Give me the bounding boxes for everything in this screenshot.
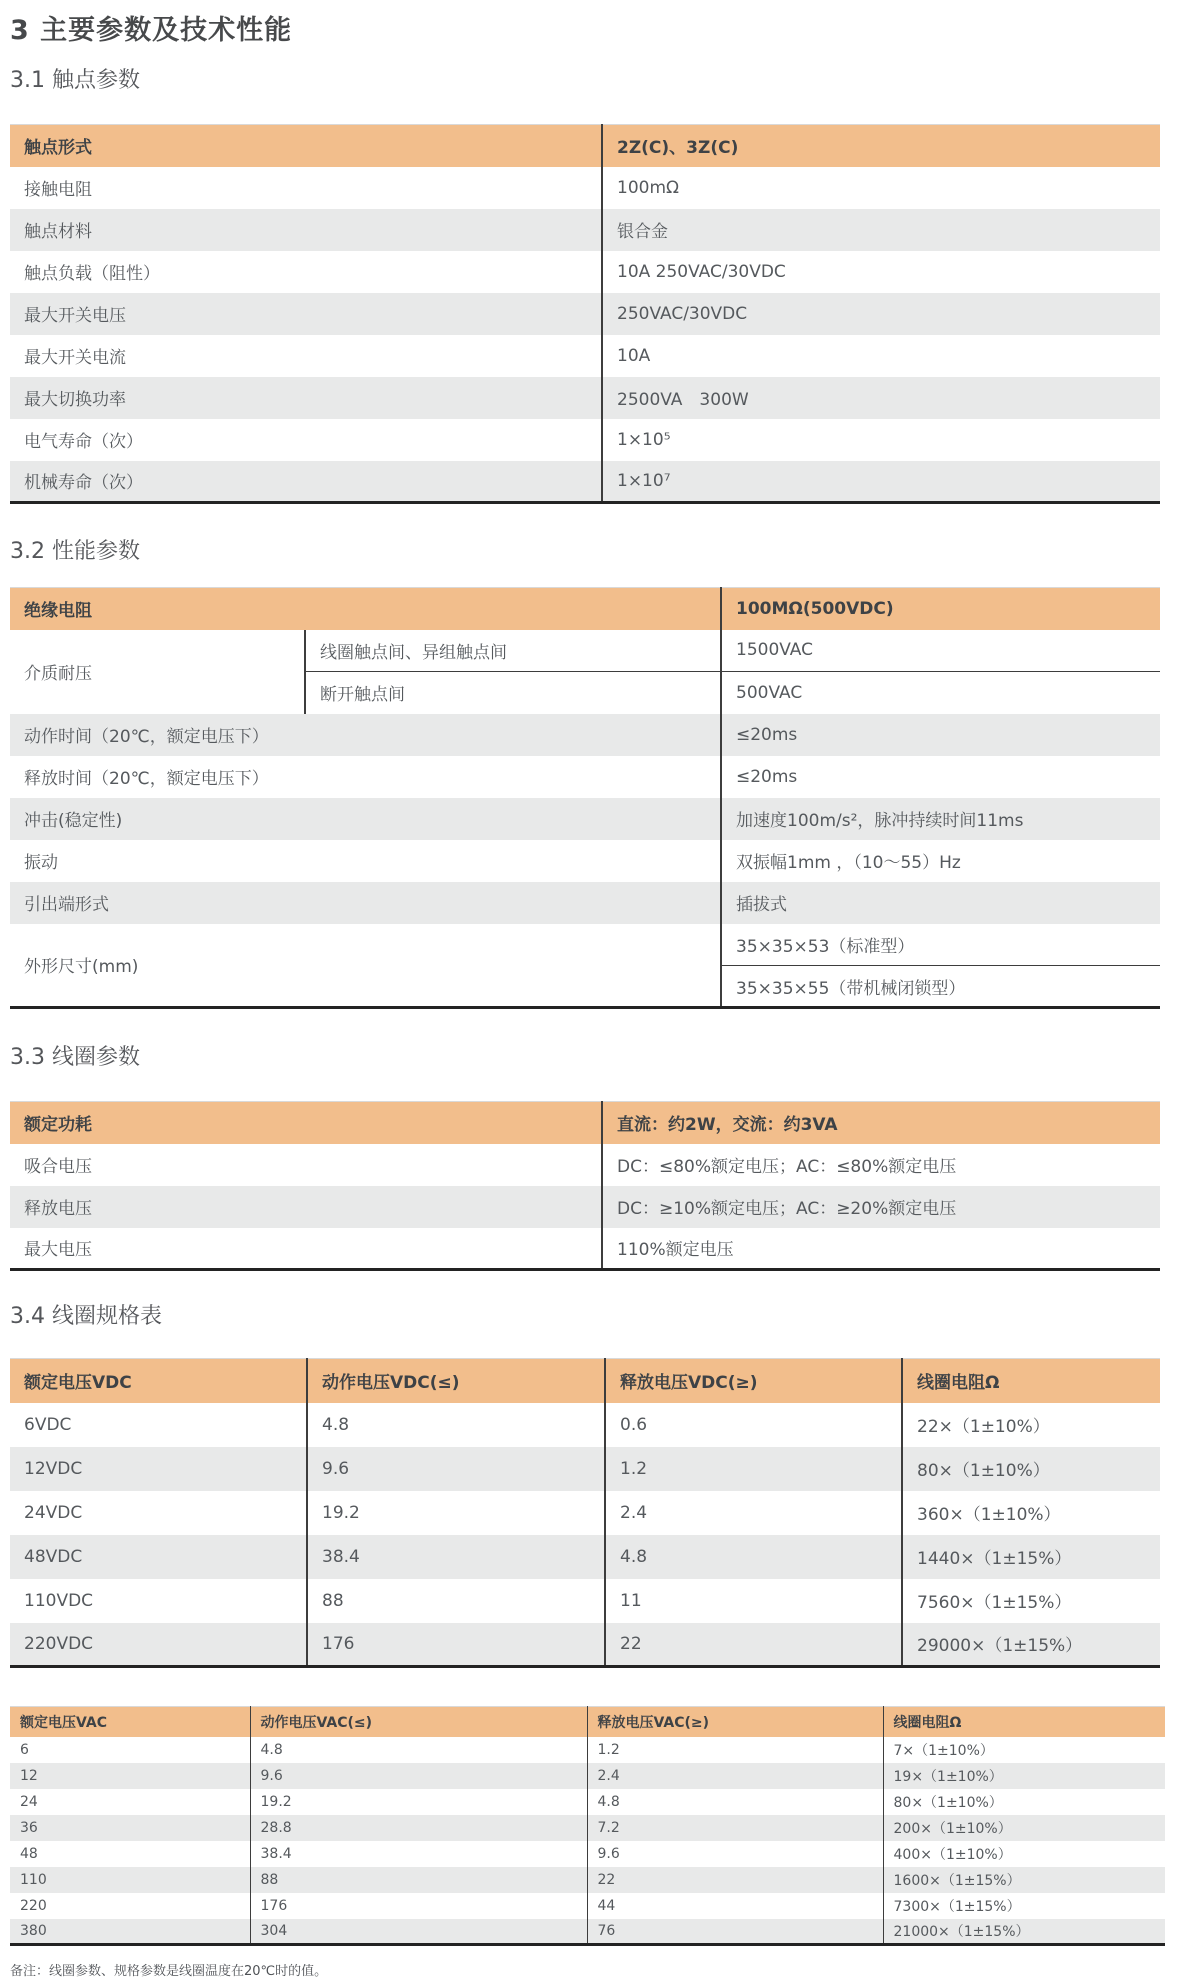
- param-label-cell: 释放时间（20℃，额定电压下）: [24, 769, 269, 789]
- param-label-cell: 最大开关电压: [10, 293, 602, 335]
- voltage-cell: 48VDC: [10, 1535, 307, 1579]
- param-label-cell: 触点材料: [10, 209, 602, 251]
- param-sublabel-cell: 线圈触点间、异组触点间: [305, 630, 721, 672]
- voltage-cell: 220VDC: [10, 1623, 307, 1667]
- table-row: [10, 167, 1160, 209]
- section-3-3-heading: 3.3 线圈参数: [10, 1045, 140, 1070]
- table-row: [10, 1579, 1160, 1623]
- param-value-cell: 银合金: [602, 209, 1160, 251]
- voltage-cell: 24: [20, 1793, 38, 1810]
- release-voltage-cell: 4.8: [587, 1789, 883, 1815]
- voltage-cell: 380: [10, 1919, 250, 1945]
- voltage-cell: 24VDC: [24, 1502, 83, 1523]
- operate-voltage-cell: 19.2: [250, 1789, 587, 1815]
- table-row: [10, 630, 1160, 672]
- coil-resistance-cell: 22×（1±10%）: [902, 1403, 1160, 1447]
- voltage-cell: 48: [20, 1845, 38, 1862]
- param-value-cell: 500VAC: [721, 672, 1160, 714]
- release-voltage-cell: 2.4: [587, 1763, 883, 1789]
- param-value-cell: 10A: [602, 335, 1160, 377]
- operate-voltage-cell: 9.6: [250, 1763, 587, 1789]
- param-value-cell: ≤20ms: [721, 714, 1160, 756]
- release-voltage-cell: 22: [587, 1867, 883, 1893]
- voltage-cell: 12VDC: [10, 1447, 307, 1491]
- column-header-cell: 释放电压VAC(≥): [587, 1707, 883, 1737]
- table-row: [10, 1447, 1160, 1491]
- table-row: [10, 1403, 1160, 1447]
- page-title: 3 主要参数及技术性能: [10, 15, 293, 46]
- coil-resistance-cell: 80×（1±10%）: [902, 1447, 1160, 1491]
- section-3-2-heading: 3.2 性能参数: [10, 539, 140, 564]
- param-label-cell: 外形尺寸(mm): [24, 957, 139, 978]
- table-row: [10, 882, 1160, 924]
- table-row: [10, 924, 1160, 966]
- operate-voltage-cell: 304: [250, 1919, 587, 1945]
- coil-resistance-cell: 80×（1±10%）: [883, 1789, 1165, 1815]
- param-sublabel-cell: 断开触点间: [305, 672, 721, 714]
- release-voltage-cell: 76: [587, 1919, 883, 1945]
- param-label-cell: 振动: [24, 853, 58, 873]
- table-row: [10, 1535, 1160, 1579]
- param-label-cell: 释放电压: [10, 1186, 602, 1228]
- voltage-cell: 110VDC: [24, 1590, 94, 1611]
- section-3-1-heading: 3.1 触点参数: [10, 68, 140, 93]
- table-row: [10, 1841, 1165, 1867]
- param-label-cell: 介质耐压: [24, 664, 92, 684]
- voltage-cell: 6VDC: [24, 1414, 72, 1435]
- table-row: [10, 1623, 1160, 1667]
- coil-resistance-cell: 1600×（1±15%）: [883, 1867, 1165, 1893]
- coil-resistance-cell: 7560×（1±15%）: [902, 1579, 1160, 1623]
- param-label-cell: 接触电阻: [24, 180, 92, 200]
- param-label-cell: 引出端形式: [10, 882, 721, 924]
- voltage-cell: 36: [10, 1815, 250, 1841]
- table-header-row: [10, 588, 1160, 630]
- param-value-cell: 35×35×55（带机械闭锁型）: [721, 966, 1160, 1008]
- release-voltage-cell: 11: [605, 1579, 902, 1623]
- coil-resistance-cell: 7×（1±10%）: [883, 1737, 1165, 1763]
- param-value-cell: 1500VAC: [721, 630, 1160, 672]
- param-value-cell: 2Z(C)、3Z(C): [602, 125, 1160, 167]
- coil-spec-vac-table: [10, 1706, 1165, 1946]
- coil-resistance-cell: 19×（1±10%）: [883, 1763, 1165, 1789]
- coil-resistance-cell: 200×（1±10%）: [883, 1815, 1165, 1841]
- table-row: [10, 419, 1160, 461]
- param-value-cell: 插拔式: [721, 882, 1160, 924]
- param-label-cell: 电气寿命（次）: [24, 432, 143, 452]
- table-row: [10, 840, 1160, 882]
- operate-voltage-cell: 4.8: [307, 1403, 605, 1447]
- release-voltage-cell: 2.4: [605, 1491, 902, 1535]
- table-row: [10, 461, 1160, 503]
- column-header-cell: 释放电压VDC(≥): [605, 1359, 902, 1403]
- param-label-cell: 最大切换功率: [10, 377, 602, 419]
- table-header-row: [10, 1707, 1165, 1737]
- coil-resistance-cell: 7300×（1±15%）: [883, 1893, 1165, 1919]
- operate-voltage-cell: 4.8: [250, 1737, 587, 1763]
- operate-voltage-cell: 19.2: [307, 1491, 605, 1535]
- column-header-cell: 额定电压VDC: [10, 1359, 307, 1403]
- param-value-cell: 直流：约2W，交流：约3VA: [602, 1102, 1160, 1144]
- param-value-cell: 加速度100m/s²，脉冲持续时间11ms: [721, 798, 1160, 840]
- param-label-cell: 触点形式: [10, 125, 602, 167]
- coil-spec-vdc-table: [10, 1358, 1160, 1668]
- table-row: [10, 1737, 1165, 1763]
- operate-voltage-cell: 88: [250, 1867, 587, 1893]
- table-row: [10, 1491, 1160, 1535]
- table-row: [10, 209, 1160, 251]
- param-value-cell: 2500VA 300W: [602, 377, 1160, 419]
- table-row: [10, 1919, 1165, 1945]
- operate-voltage-cell: 88: [307, 1579, 605, 1623]
- release-voltage-cell: 1.2: [605, 1447, 902, 1491]
- param-label-cell: 额定功耗: [10, 1102, 602, 1144]
- param-label-cell: 动作时间（20℃，额定电压下）: [10, 714, 721, 756]
- table-row: [10, 1789, 1165, 1815]
- param-value-cell: 1×10⁷: [602, 461, 1160, 503]
- param-label-cell: 绝缘电阻: [10, 588, 721, 630]
- table-header-row: [10, 1359, 1160, 1403]
- table-row: [10, 1186, 1160, 1228]
- operate-voltage-cell: 28.8: [250, 1815, 587, 1841]
- table-row: [10, 293, 1160, 335]
- param-label-cell: 最大开关电流: [24, 348, 126, 368]
- param-label-cell: 触点负载（阻性）: [24, 264, 160, 284]
- table-header-row: [10, 125, 1160, 167]
- table-row: [10, 335, 1160, 377]
- param-label-cell: 最大电压: [24, 1240, 92, 1261]
- table-row: [10, 1867, 1165, 1893]
- column-header-cell: 线圈电阻Ω: [883, 1707, 1165, 1737]
- param-label-cell: 冲击(稳定性): [10, 798, 721, 840]
- param-value-cell: 35×35×53（标准型）: [721, 924, 1160, 966]
- footnote: 备注：线圈参数、规格参数是线圈温度在20℃时的值。: [10, 1964, 328, 1979]
- table-row: [10, 1144, 1160, 1186]
- operate-voltage-cell: 38.4: [307, 1535, 605, 1579]
- coil-resistance-cell: 400×（1±10%）: [883, 1841, 1165, 1867]
- column-header-cell: 动作电压VDC(≤): [307, 1359, 605, 1403]
- param-value-cell: 250VAC/30VDC: [602, 293, 1160, 335]
- release-voltage-cell: 22: [605, 1623, 902, 1667]
- table-row: [10, 798, 1160, 840]
- coil-resistance-cell: 360×（1±10%）: [902, 1491, 1160, 1535]
- voltage-cell: 6: [20, 1741, 29, 1758]
- table-row: [10, 756, 1160, 798]
- param-value-cell: 10A 250VAC/30VDC: [602, 251, 1160, 293]
- voltage-cell: 110: [10, 1867, 250, 1893]
- param-label-cell: 吸合电压: [24, 1157, 92, 1177]
- param-value-cell: 100MΩ(500VDC): [721, 588, 1160, 630]
- contact-parameters-table: [10, 124, 1160, 504]
- release-voltage-cell: 1.2: [587, 1737, 883, 1763]
- release-voltage-cell: 0.6: [605, 1403, 902, 1447]
- param-value-cell: 100mΩ: [602, 167, 1160, 209]
- table-row: [10, 251, 1160, 293]
- operate-voltage-cell: 176: [307, 1623, 605, 1667]
- table-row: [10, 1228, 1160, 1270]
- operate-voltage-cell: 176: [250, 1893, 587, 1919]
- section-3-4-heading: 3.4 线圈规格表: [10, 1304, 162, 1329]
- param-value-cell: 1×10⁵: [602, 419, 1160, 461]
- operate-voltage-cell: 38.4: [250, 1841, 587, 1867]
- param-value-cell: 双振幅1mm ，（10～55）Hz: [721, 840, 1160, 882]
- table-header-row: [10, 1102, 1160, 1144]
- table-row: [10, 1893, 1165, 1919]
- column-header-cell: 线圈电阻Ω: [902, 1359, 1160, 1403]
- release-voltage-cell: 9.6: [587, 1841, 883, 1867]
- column-header-cell: 动作电压VAC(≤): [250, 1707, 587, 1737]
- table-row: [10, 377, 1160, 419]
- param-value-cell: DC：≤80%额定电压；AC：≤80%额定电压: [602, 1144, 1160, 1186]
- release-voltage-cell: 4.8: [605, 1535, 902, 1579]
- table-row: [10, 714, 1160, 756]
- param-value-cell: DC：≥10%额定电压；AC：≥20%额定电压: [602, 1186, 1160, 1228]
- coil-parameters-table: [10, 1101, 1160, 1271]
- coil-resistance-cell: 21000×（1±15%）: [883, 1919, 1165, 1945]
- param-value-cell: ≤20ms: [721, 756, 1160, 798]
- table-row: [10, 1815, 1165, 1841]
- release-voltage-cell: 7.2: [587, 1815, 883, 1841]
- coil-resistance-cell: 1440×（1±15%）: [902, 1535, 1160, 1579]
- voltage-cell: 12: [10, 1763, 250, 1789]
- param-label-cell: 机械寿命（次）: [10, 461, 602, 503]
- param-value-cell: 110%额定电压: [602, 1228, 1160, 1270]
- table-row: [10, 1763, 1165, 1789]
- coil-resistance-cell: 29000×（1±15%）: [902, 1623, 1160, 1667]
- release-voltage-cell: 44: [587, 1893, 883, 1919]
- column-header-cell: 额定电压VAC: [10, 1707, 250, 1737]
- operate-voltage-cell: 9.6: [307, 1447, 605, 1491]
- performance-parameters-table: [10, 587, 1160, 1009]
- voltage-cell: 220: [20, 1897, 47, 1914]
